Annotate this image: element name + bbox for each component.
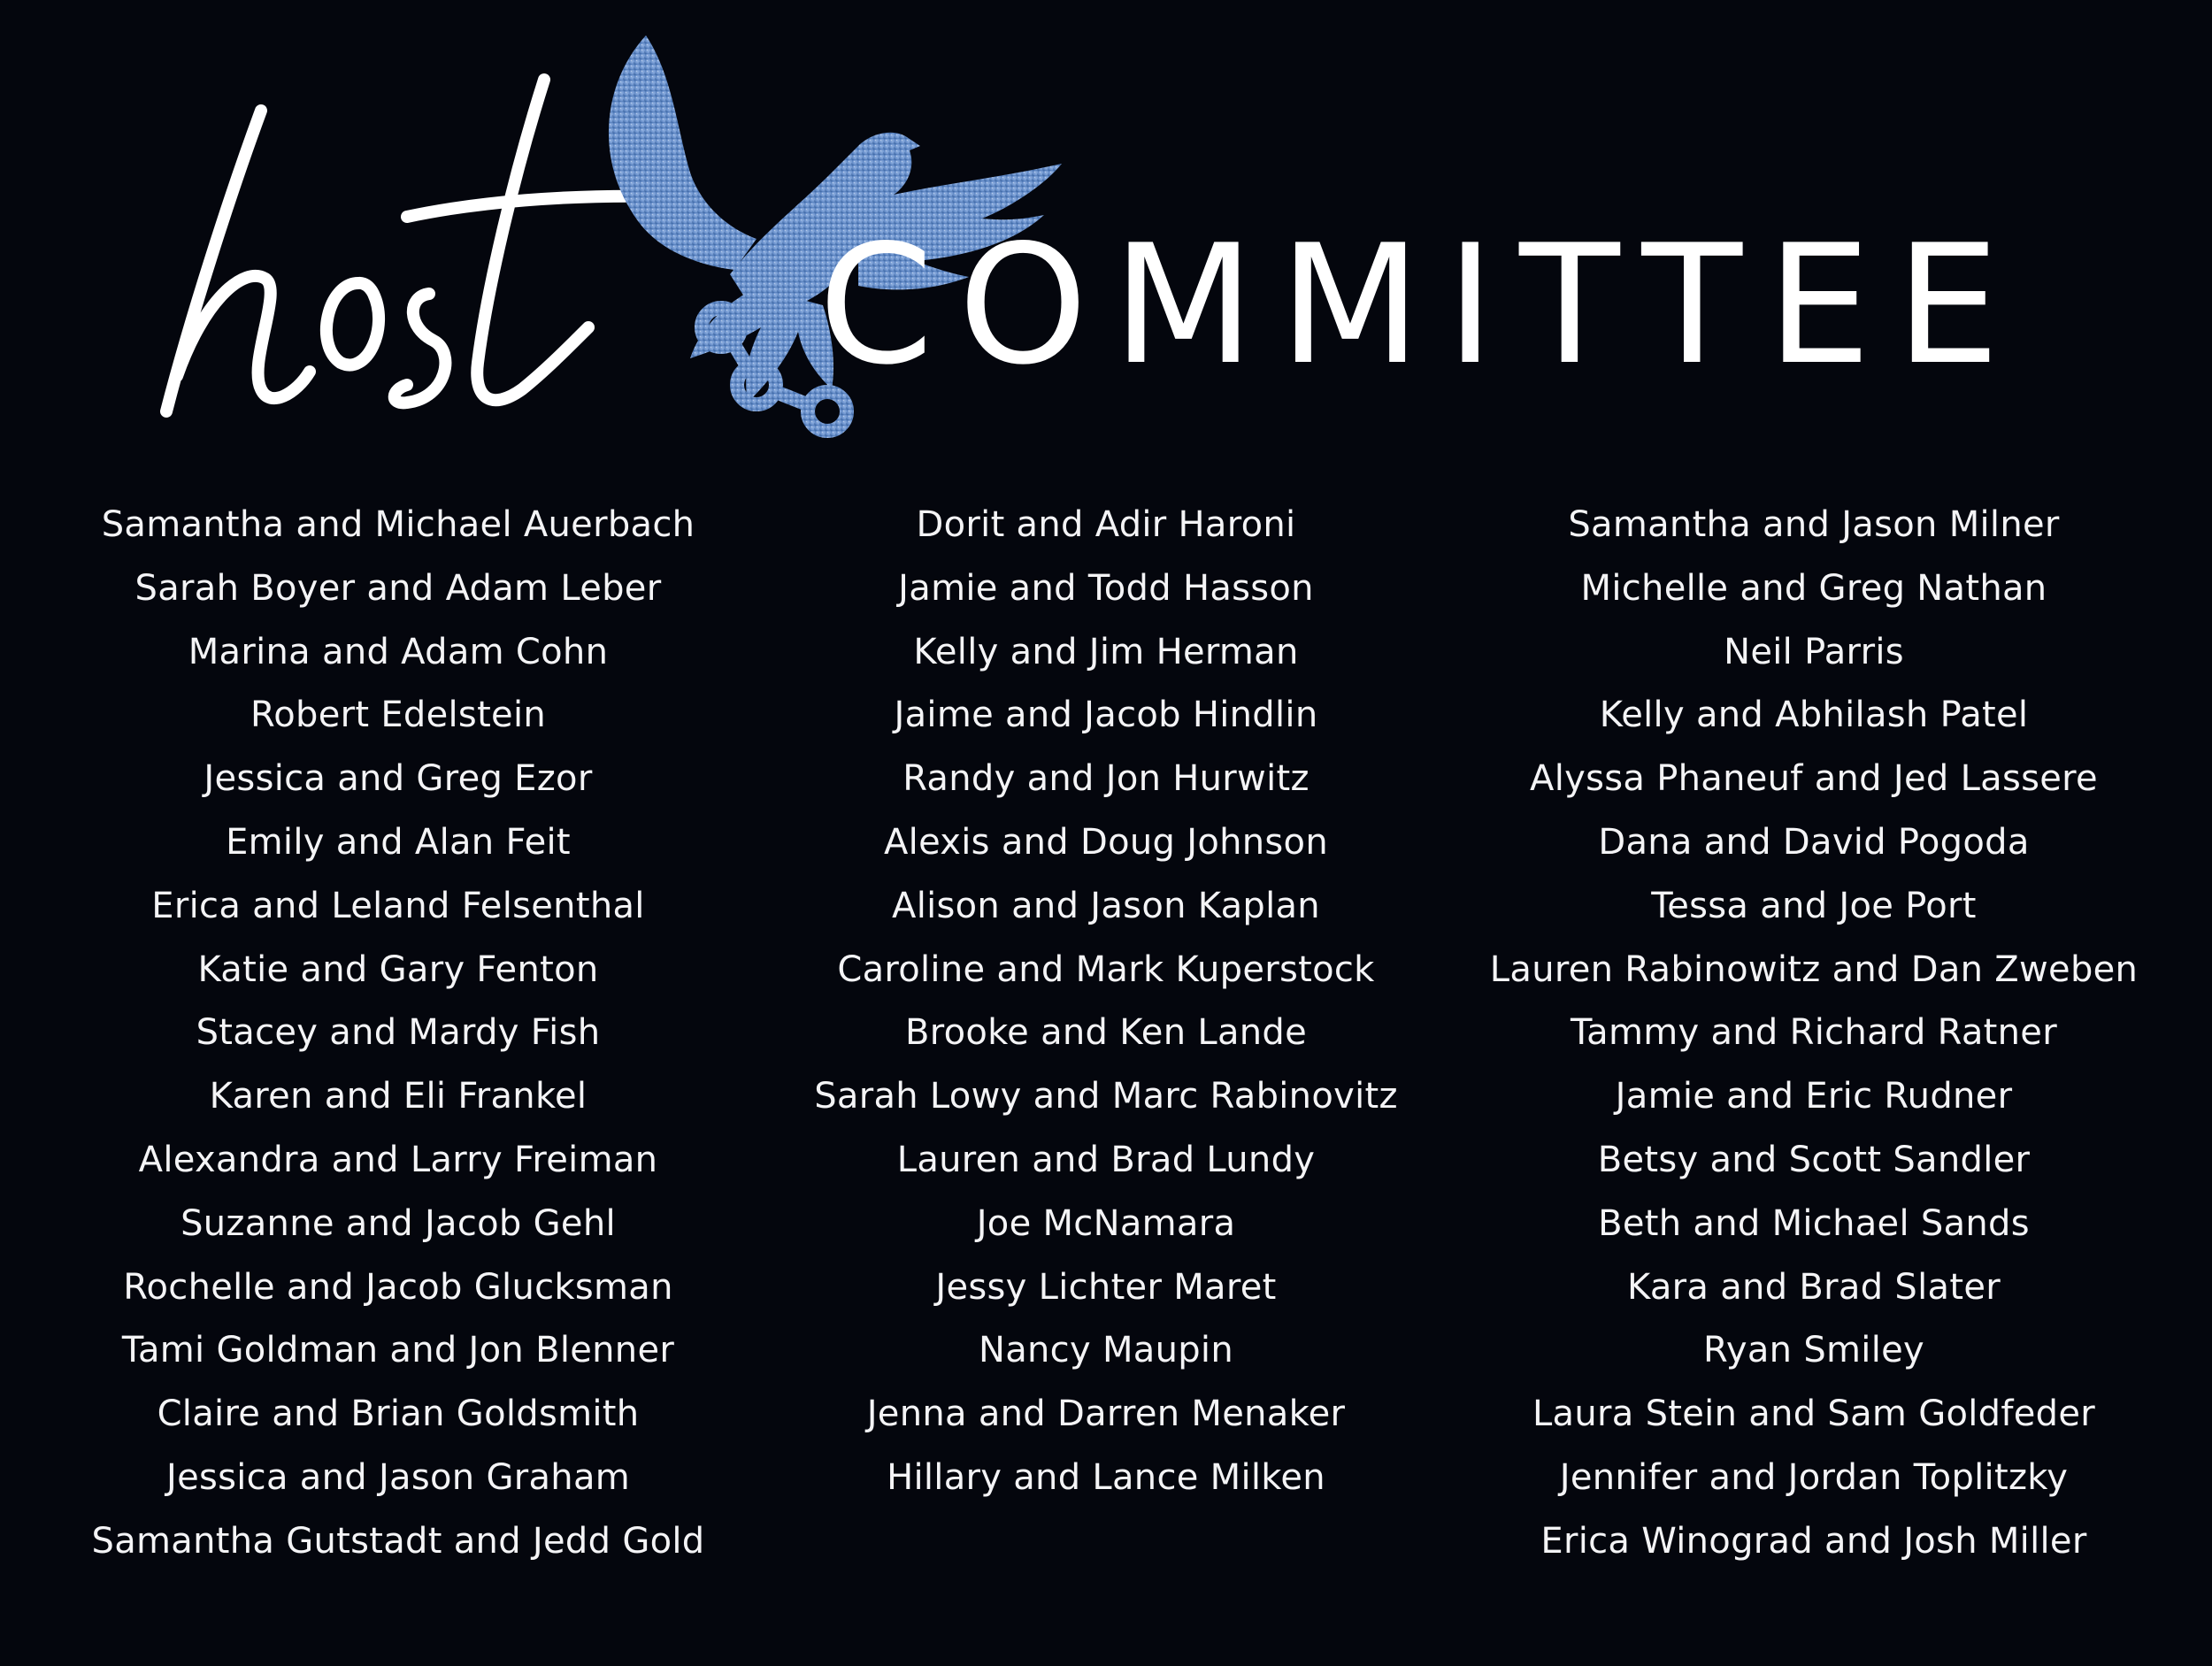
- committee-member-name: Jessy Lichter Maret: [935, 1266, 1277, 1308]
- committee-member-name: Erica Winograd and Josh Miller: [1540, 1520, 2087, 1562]
- committee-member-name: Samantha Gutstadt and Jedd Gold: [91, 1520, 705, 1562]
- committee-member-name: Sarah Lowy and Marc Rabinovitz: [814, 1076, 1398, 1117]
- committee-member-name: Beth and Michael Sands: [1598, 1202, 2030, 1244]
- committee-member-name: Hillary and Lance Milken: [887, 1456, 1325, 1498]
- committee-member-name: Kara and Brad Slater: [1627, 1266, 2001, 1308]
- committee-member-name: Randy and Jon Hurwitz: [902, 758, 1310, 800]
- committee-member-name: Marina and Adam Cohn: [188, 631, 609, 672]
- committee-member-name: Kelly and Jim Herman: [913, 631, 1299, 672]
- committee-member-name: Laura Stein and Sam Goldfeder: [1532, 1393, 2096, 1435]
- committee-member-name: Jamie and Eric Rudner: [1615, 1076, 2013, 1117]
- committee-member-name: Dana and David Pogoda: [1598, 821, 2030, 863]
- committee-member-name: Tammy and Richard Ratner: [1571, 1012, 2057, 1054]
- committee-member-name: Samantha and Jason Milner: [1568, 504, 2060, 545]
- committee-member-name: Rochelle and Jacob Glucksman: [123, 1266, 673, 1308]
- committee-member-name: Brooke and Ken Lande: [904, 1012, 1308, 1054]
- committee-member-name: Tessa and Joe Port: [1651, 885, 1977, 926]
- committee-member-name: Caroline and Mark Kuperstock: [837, 948, 1375, 990]
- committee-member-name: Kelly and Abhilash Patel: [1599, 695, 2029, 736]
- committee-member-name: Karen and Eli Frankel: [209, 1076, 588, 1117]
- committee-member-name: Ryan Smiley: [1702, 1330, 1925, 1371]
- committee-member-name: Michelle and Greg Nathan: [1580, 567, 2047, 609]
- committee-member-name: Alexandra and Larry Freiman: [138, 1139, 658, 1180]
- committee-member-name: Stacey and Mardy Fish: [196, 1012, 601, 1054]
- committee-member-name: Robert Edelstein: [250, 695, 547, 736]
- names-column-1: [44, 494, 752, 1574]
- committee-member-name: Katie and Gary Fenton: [197, 948, 599, 990]
- committee-member-name: Jenna and Darren Menaker: [866, 1393, 1346, 1435]
- committee-member-name: Betsy and Scott Sandler: [1597, 1139, 2031, 1180]
- committee-member-name: Joe McNamara: [976, 1202, 1236, 1244]
- committee-member-name: Erica and Leland Felsenthal: [151, 885, 645, 926]
- committee-member-name: Tami Goldman and Jon Blenner: [121, 1330, 675, 1371]
- committee-member-name: Jaime and Jacob Hindlin: [894, 695, 1318, 736]
- committee-member-name: Claire and Brian Goldsmith: [157, 1393, 640, 1435]
- committee-member-name: Dorit and Adir Haroni: [916, 504, 1296, 545]
- names-column-3: [1460, 494, 2168, 1574]
- committee-member-name: Lauren Rabinowitz and Dan Zweben: [1489, 948, 2139, 990]
- committee-member-name: Sarah Boyer and Adam Leber: [134, 567, 662, 609]
- committee-member-name: Nancy Maupin: [979, 1330, 1233, 1371]
- committee-member-name: Neil Parris: [1724, 631, 1904, 672]
- committee-member-name: Alyssa Phaneuf and Jed Lassere: [1530, 758, 2098, 800]
- committee-member-name: Alexis and Doug Johnson: [884, 821, 1328, 863]
- committee-member-name: Jamie and Todd Hasson: [898, 567, 1314, 609]
- committee-member-name: Alison and Jason Kaplan: [892, 885, 1320, 926]
- committee-member-name: Jessica and Greg Ezor: [204, 758, 593, 800]
- committee-member-name: Jennifer and Jordan Toplitzky: [1559, 1456, 2069, 1498]
- committee-heading: COMMITTEE: [818, 209, 2025, 401]
- committee-member-name: Samantha and Michael Auerbach: [101, 504, 695, 545]
- committee-member-name: Emily and Alan Feit: [226, 821, 571, 863]
- committee-member-name: Lauren and Brad Lundy: [896, 1139, 1316, 1180]
- committee-member-name: Suzanne and Jacob Gehl: [180, 1202, 616, 1244]
- committee-member-name: Jessica and Jason Graham: [165, 1456, 631, 1498]
- names-column-2: [752, 494, 1460, 1510]
- header: [0, 0, 2212, 460]
